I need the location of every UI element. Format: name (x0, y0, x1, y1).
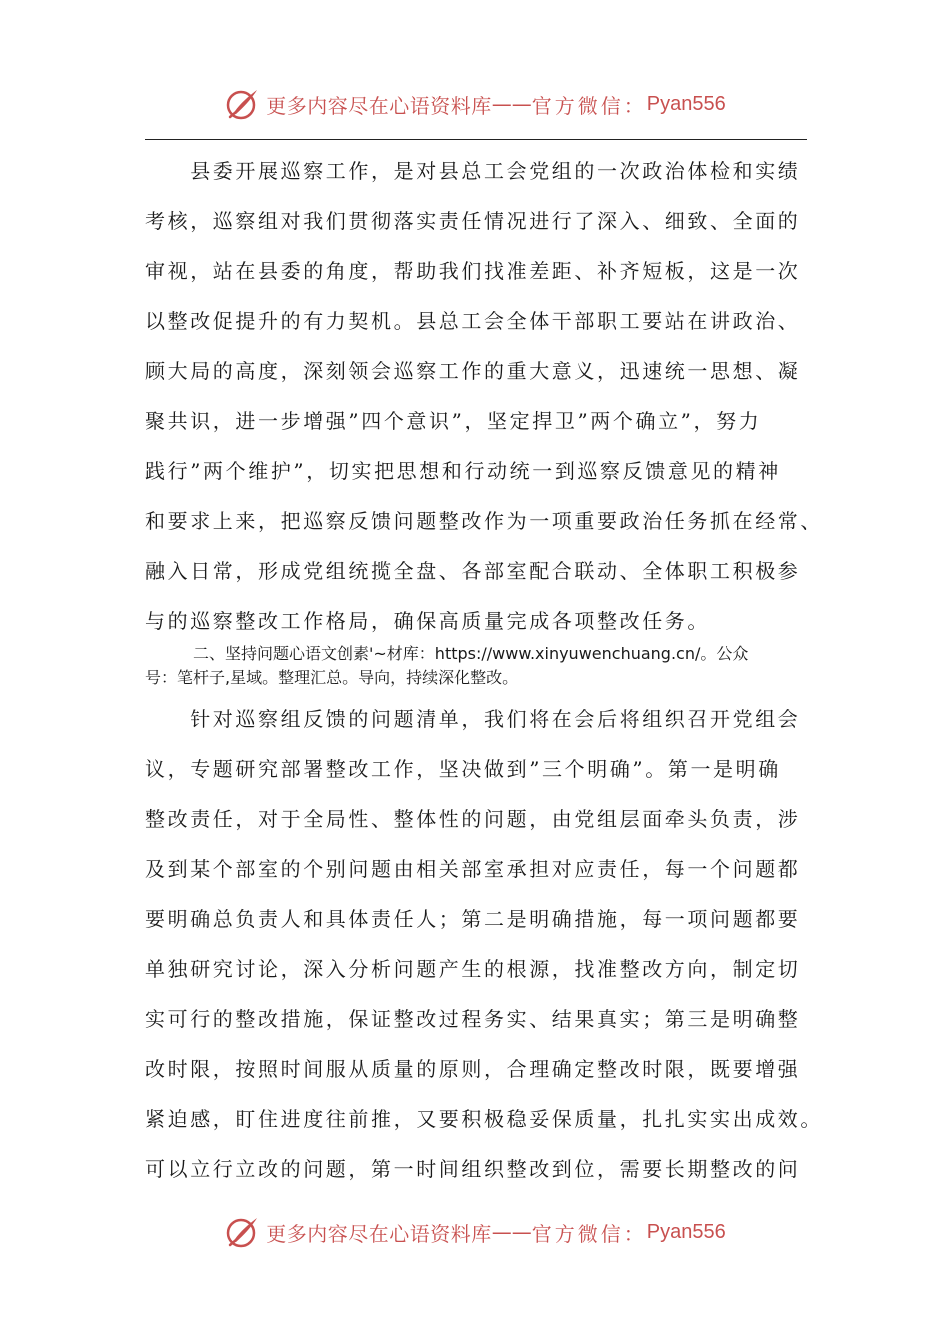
text-line: 改时限，按照时间服从质量的原则，合理确定整改时限，既要增强 (145, 1057, 801, 1081)
header-slogan: 更多内容尽在心语资料库 (266, 93, 492, 118)
section-heading (145, 642, 825, 690)
header-divider (145, 139, 807, 140)
quill-logo-icon (224, 86, 260, 122)
quill-logo-icon (224, 1214, 260, 1250)
text-line: 整改责任，对于全局性、整体性的问题，由党组层面牵头负责，涉 (145, 807, 801, 831)
text-line: 单独研究讨论，深入分析问题产生的根源，找准整改方向，制定切 (145, 957, 801, 981)
header-dash: —— (491, 92, 532, 116)
text-line: 及到某个部室的个别问题由相关部室承担对应责任，每一个问题都 (145, 857, 801, 881)
footer-banner (0, 1208, 950, 1256)
header-wechat-id: Pyan556 (646, 92, 726, 115)
text-line: 实可行的整改措施，保证整改过程务实、结果真实；第三是明确整 (145, 1007, 801, 1031)
text-line: 融入日常，形成党组统揽全盘、各部室配合联动、全体职工积极参 (145, 559, 801, 583)
text-line: 紧迫感，盯住进度往前推，又要积极稳妥保质量，扎扎实实出成效。 (145, 1107, 823, 1131)
text-line: 考核，巡察组对我们贯彻落实责任情况进行了深入、细致、全面的 (145, 209, 801, 233)
text-line: 县委开展巡察工作，是对县总工会党组的一次政治体检和实绩 (145, 159, 801, 183)
text-line: 和要求上来，把巡察反馈问题整改作为一项重要政治任务抓在经常、 (145, 509, 823, 533)
text-line: 要明确总负责人和具体责任人；第二是明确措施，每一项问题都要 (145, 907, 801, 931)
body-paragraph-2 (145, 694, 825, 1194)
heading-line: 号：笔杆子,星域。整理汇总。导向，持续深化整改。 (145, 668, 519, 687)
text-line: 可以立行立改的问题，第一时间组织整改到位，需要长期整改的问 (145, 1157, 801, 1181)
text-line: 以整改促提升的有力契机。县总工会全体干部职工要站在讲政治、 (145, 309, 801, 333)
footer-wechat-label: 官方微信： (531, 1221, 647, 1246)
text-line: 议，专题研究部署整改工作，坚决做到”三个明确”。第一是明确 (145, 757, 781, 781)
text-line: 针对巡察组反馈的问题清单，我们将在会后将组织召开党组会 (145, 707, 801, 731)
heading-line: 二、坚持问题心语文创素'~材库：https://www.xinyuwenchuang.cn/。公众 (193, 644, 749, 663)
body-paragraph-1 (145, 146, 825, 646)
text-line: 践行”两个维护”，切实把思想和行动统一到巡察反馈意见的精神 (145, 459, 781, 483)
text-line: 顾大局的高度，深刻领会巡察工作的重大意义，迅速统一思想、凝 (145, 359, 801, 383)
header-banner (0, 80, 950, 128)
text-line: 聚共识，进一步增强”四个意识”，坚定捍卫”两个确立”，努力 (145, 409, 762, 433)
footer-slogan: 更多内容尽在心语资料库 (266, 1221, 492, 1246)
text-line: 审视，站在县委的角度，帮助我们找准差距、补齐短板，这是一次 (145, 259, 801, 283)
header-wechat-label: 官方微信： (531, 93, 647, 118)
footer-wechat-id: Pyan556 (646, 1220, 726, 1243)
text-line: 与的巡察整改工作格局，确保高质量完成各项整改任务。 (145, 609, 710, 633)
footer-dash: —— (491, 1220, 532, 1244)
